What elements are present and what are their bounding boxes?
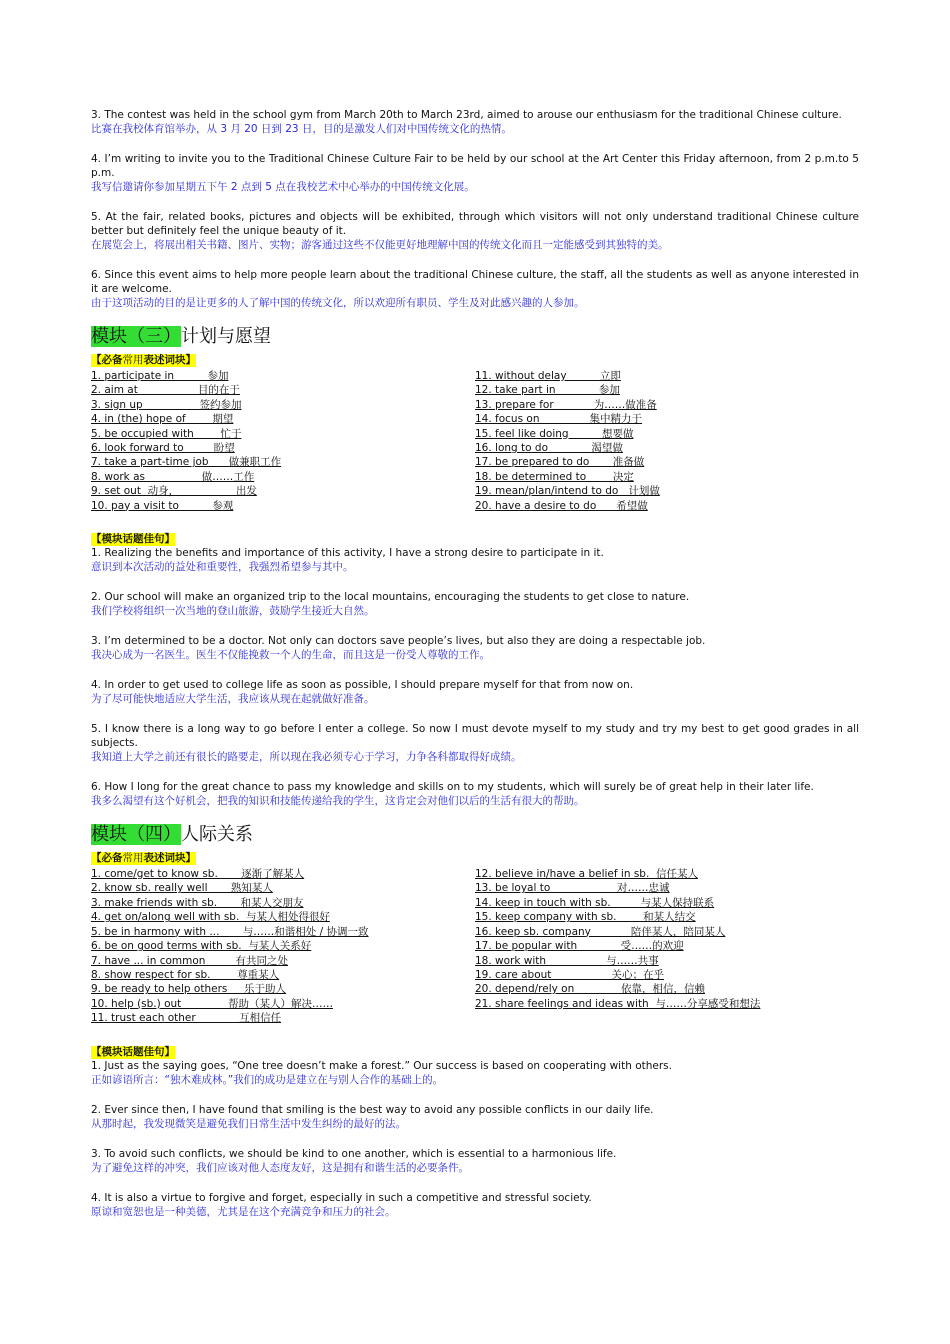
module-4-section (91, 824, 859, 1218)
vocab-item: 11. trust each other 互相信任 (91, 1012, 282, 1025)
sentence-block (91, 1147, 859, 1175)
vocab-item: 13. prepare for 为……做准备 (475, 398, 657, 411)
sentence-block (91, 546, 859, 574)
english-sentence: 3. To avoid such conflicts, we should be kind to one another, which is essential to a harmonious life. (91, 1147, 617, 1160)
module-4-title (91, 824, 859, 846)
chinese-translation: 意识到本次活动的益处和重要性，我强烈希望参与其中。 (91, 561, 354, 574)
english-sentence: 4. I’m writing to invite you to the Traditional Chinese Culture Fair to be held by our school at the Art Center this Friday afternoon, from 2 p.m.to 5 p.m. (91, 153, 859, 179)
sentence-block (91, 268, 859, 310)
module-title-text: 计划与愿望 (181, 326, 271, 347)
module-3-title (91, 326, 859, 348)
vocab-item: 1. participate in 参加 (91, 370, 229, 382)
vocab-item: 17. be popular with 受……的欢迎 (475, 940, 684, 953)
vocab-item: 6. look forward to 盼望 (91, 442, 235, 455)
vocab-item: 16. keep sb. company 陪伴某人，陪同某人 (475, 925, 726, 938)
vocab-list (91, 369, 859, 513)
top-sentences (91, 108, 859, 310)
vocab-item: 19. care about 关心；在乎 (475, 968, 664, 981)
vocab-item: 2. know sb. really well 熟知某人 (91, 882, 273, 895)
chinese-translation: 我写信邀请你参加星期五下午 2 点到 5 点在我校艺术中心举办的中国传统文化展。 (91, 181, 475, 193)
chinese-translation: 比赛在我校体育馆举办，从 3 月 20 日到 23 日，目的是激发人们对中国传统文化的热情。 (91, 123, 512, 135)
module-title-highlight: 模块（三） (91, 326, 181, 347)
vocab-item: 1. come/get to know sb. 逐渐了解某人 (91, 868, 305, 881)
english-sentence: 3. The contest was held in the school gym from March 20th to March 23rd, aimed to arouse our enthusiasm for the traditional Chinese culture. (91, 109, 842, 121)
sentence-block (91, 634, 859, 662)
vocab-heading-part: 【必备 (91, 852, 123, 865)
vocab-item: 11. without delay 立即 (475, 370, 621, 382)
vocab-item: 10. help (sb.) out 帮助（某人）解决…… (91, 997, 333, 1010)
chinese-translation: 我知道上大学之前还有很长的路要走，所以现在我必须专心于学习，力争各科都取得好成绩。 (91, 751, 522, 764)
sentence-block (91, 210, 859, 252)
vocab-item: 8. show respect for sb. 尊重某人 (91, 968, 280, 981)
vocab-heading-part: 表述词块】 (143, 354, 196, 366)
vocab-heading-part: 常用 (122, 354, 144, 366)
vocab-item: 5. be in harmony with ... 与……和谐相处 / 协调一致 (91, 925, 369, 938)
sentence-block (91, 1059, 859, 1087)
vocab-item: 9. be ready to help others 乐于助人 (91, 983, 287, 996)
vocab-item: 12. believe in/have a belief in sb. 信任某人 (475, 868, 698, 881)
module-3-section (91, 326, 859, 808)
vocab-column-left (91, 369, 475, 513)
vocab-item: 17. be prepared to do 准备做 (475, 456, 645, 469)
vocab-item: 16. long to do 渴望做 (475, 442, 623, 455)
english-sentence: 2. Our school will make an organized trip to the local mountains, encouraging the students to get close to nature. (91, 591, 690, 604)
module-title-highlight: 模块（四） (91, 824, 181, 846)
english-sentence: 6. Since this event aims to help more people learn about the traditional Chinese culture, the staff, all the students as well as anyone interested in it are welcome. (91, 269, 859, 295)
vocab-heading (91, 852, 196, 865)
vocab-item: 3. sign up 签约参加 (91, 398, 242, 411)
english-sentence: 6. How I long for the great chance to pass my knowledge and skills on to my students, which will surely be of great help in their later life. (91, 781, 814, 794)
english-sentence: 5. At the fair, related books, pictures and objects will be exhibited, through which visitors will not only understand traditional Chinese culture better but definitely feel the unique beauty of it. (91, 211, 859, 237)
vocab-heading (91, 354, 196, 367)
vocab-heading-part: 常用 (122, 852, 144, 865)
vocab-column-right (475, 369, 859, 513)
sentence-block (91, 152, 859, 194)
vocab-item: 13. be loyal to 对……忠诚 (475, 882, 670, 895)
chinese-translation: 我们学校将组织一次当地的登山旅游，鼓励学生接近大自然。 (91, 605, 375, 618)
chinese-translation: 为了尽可能快地适应大学生活，我应该从现在起就做好准备。 (91, 693, 375, 706)
vocab-item: 4. get on/along well with sb. 与某人相处得很好 (91, 911, 330, 924)
chinese-translation: 由于这项活动的目的是让更多的人了解中国的传统文化，所以欢迎所有职员、学生及对此感兴趣的人参加。 (91, 297, 585, 309)
chinese-translation: 在展览会上，将展出相关书籍、图片、实物；游客通过这些不仅能更好地理解中国的传统文化而且一定能感受到其独特的美。 (91, 239, 669, 251)
vocab-item: 7. take a part-time job 做兼职工作 (91, 456, 282, 469)
sentence-block (91, 1103, 859, 1131)
vocab-item: 15. feel like doing 想要做 (475, 427, 634, 440)
sentence-block (91, 1191, 859, 1219)
english-sentence: 1. Realizing the benefits and importance of this activity, I have a strong desire to participate in it. (91, 547, 604, 560)
vocab-item: 4. in (the) hope of 期望 (91, 413, 234, 426)
document-page (91, 108, 859, 1235)
english-sentence: 2. Ever since then, I have found that smiling is the best way to avoid any possible conflicts in our daily life. (91, 1103, 654, 1116)
vocab-item: 20. have a desire to do 希望做 (475, 499, 648, 512)
chinese-translation: 我多么渴望有这个好机会，把我的知识和技能传递给我的学生，这肯定会对他们以后的生活有很大的帮助。 (91, 795, 585, 808)
sentence-block (91, 108, 859, 136)
vocab-item: 14. focus on 集中精力于 (475, 413, 643, 426)
vocab-item: 5. be occupied with 忙于 (91, 427, 242, 440)
vocab-list (91, 867, 859, 1025)
chinese-translation: 从那时起，我发现微笑是避免我们日常生活中发生纠纷的最好的法。 (91, 1117, 406, 1130)
vocab-item: 20. depend/rely on 依靠，相信，信赖 (475, 983, 705, 996)
vocab-column-left (91, 867, 475, 1025)
english-sentence: 1. Just as the saying goes, “One tree doesn’t make a forest.” Our success is based on cooperating with others. (91, 1059, 672, 1072)
vocab-item: 6. be on good terms with sb. 与某人关系好 (91, 940, 312, 953)
english-sentence: 4. It is also a virtue to forgive and forget, especially in such a competitive and stressful society. (91, 1191, 592, 1204)
vocab-item: 18. work with 与……共事 (475, 954, 659, 967)
chinese-translation: 为了避免这样的冲突，我们应该对他人态度友好，这是拥有和谐生活的必要条件。 (91, 1161, 469, 1174)
vocab-item: 14. keep in touch with sb. 与某人保持联系 (475, 896, 715, 909)
vocab-item: 21. share feelings and ideas with 与……分享感受和想法 (475, 997, 761, 1010)
vocab-item: 12. take part in 参加 (475, 384, 620, 397)
vocab-item: 2. aim at 目的在于 (91, 384, 240, 397)
sentence-block (91, 780, 859, 808)
vocab-item: 15. keep company with sb. 和某人结交 (475, 911, 696, 924)
sentences-heading: 【模块话题佳句】 (91, 1045, 175, 1058)
vocab-heading-part: 【必备 (91, 354, 123, 366)
vocab-item: 8. work as 做……工作 (91, 470, 255, 483)
english-sentence: 5. I know there is a long way to go before I enter a college. So now I must devote myself to my study and try my best to get good grades in all subjects. (91, 723, 859, 750)
vocab-item: 9. set out 动身， 出发 (91, 485, 257, 498)
module-title-text: 人际关系 (181, 824, 253, 846)
sentence-block (91, 722, 859, 764)
chinese-translation: 我决心成为一名医生。医生不仅能挽救一个人的生命，而且这是一份受人尊敬的工作。 (91, 649, 490, 662)
vocab-item: 18. be determined to 决定 (475, 470, 634, 483)
vocab-item: 10. pay a visit to 参观 (91, 499, 234, 512)
english-sentence: 4. In order to get used to college life as soon as possible, I should prepare myself for that from now on. (91, 679, 634, 692)
sentences-heading: 【模块话题佳句】 (91, 533, 175, 546)
vocab-item: 19. mean/plan/intend to do 计划做 (475, 485, 660, 498)
vocab-column-right (475, 867, 859, 1025)
vocab-item: 7. have ... in common 有共同之处 (91, 954, 288, 967)
chinese-translation: 正如谚语所言：“独木难成林。”我们的成功是建立在与别人合作的基础上的。 (91, 1073, 444, 1086)
sentence-block (91, 590, 859, 618)
chinese-translation: 原谅和宽恕也是一种美德，尤其是在这个充满竞争和压力的社会。 (91, 1205, 396, 1218)
vocab-heading-part: 表述词块】 (143, 852, 196, 865)
vocab-item: 3. make friends with sb. 和某人交朋友 (91, 896, 304, 909)
english-sentence: 3. I’m determined to be a doctor. Not only can doctors save people’s lives, but also they are doing a respectable job. (91, 635, 706, 648)
sentence-block (91, 678, 859, 706)
